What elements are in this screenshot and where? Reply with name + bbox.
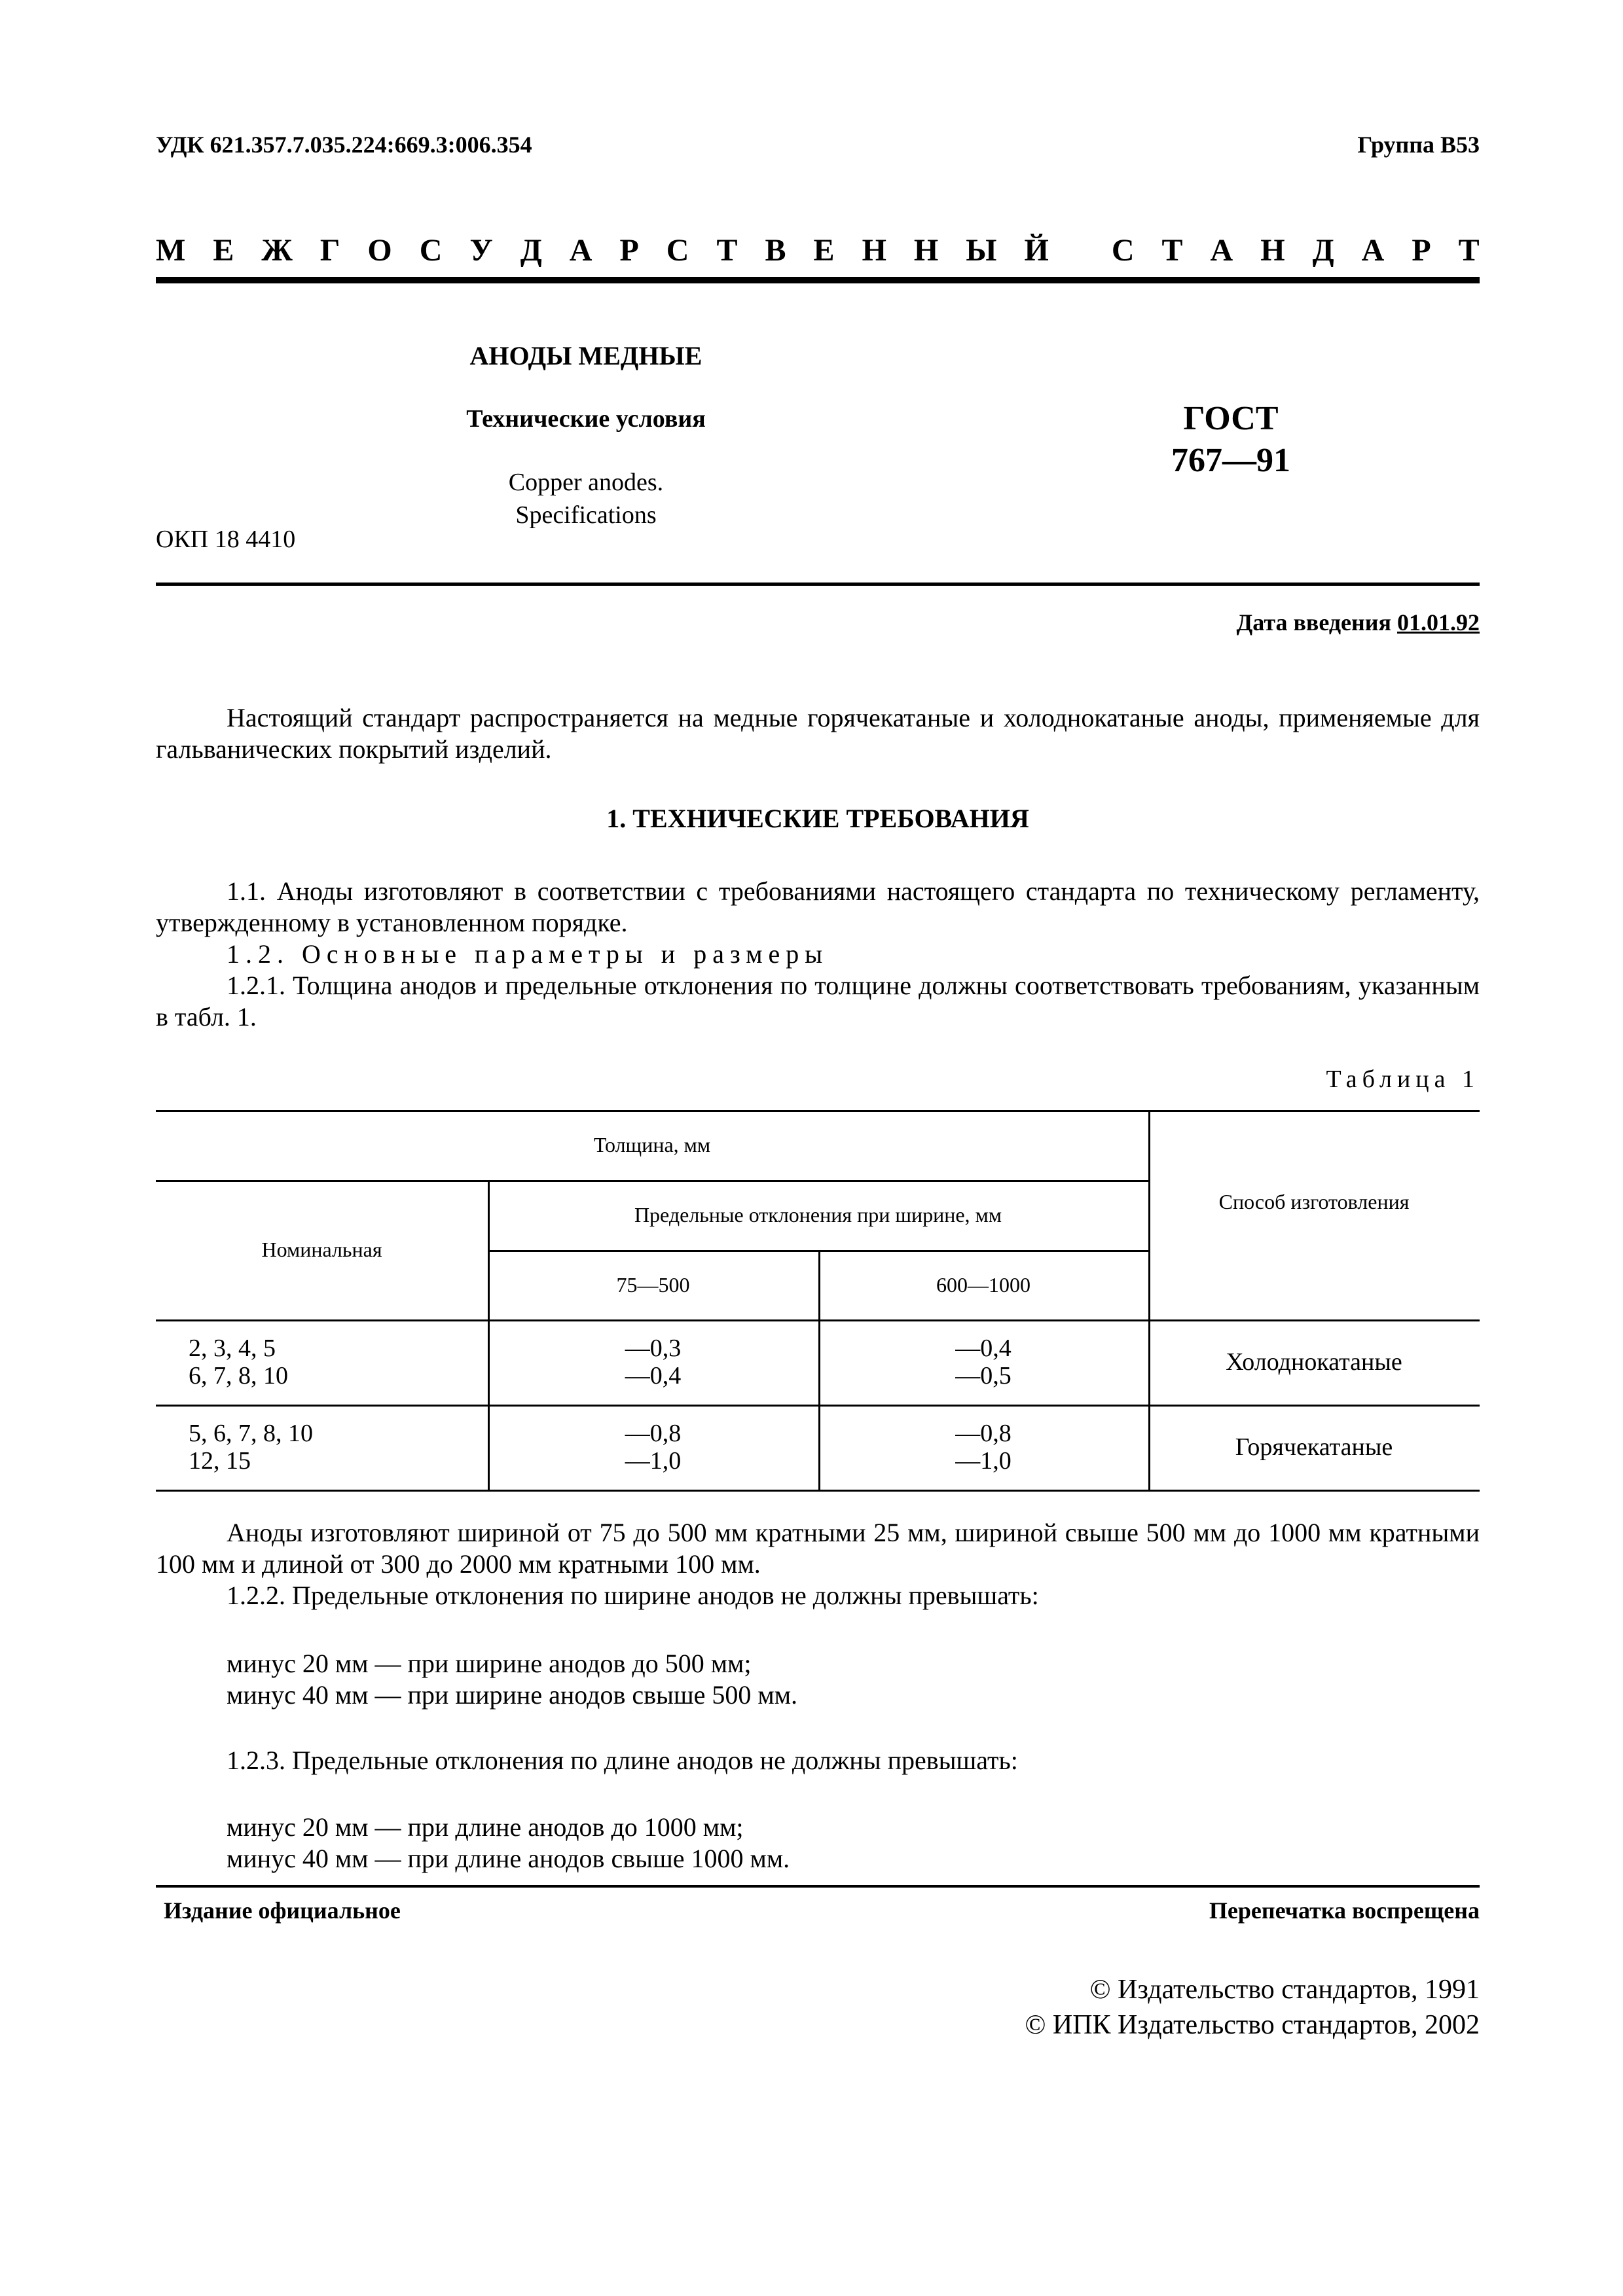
- nominal-line: 6, 7, 8, 10: [189, 1362, 288, 1390]
- deviation-value: —0,4: [955, 1335, 1012, 1362]
- table-caption: Таблица 1: [1326, 1066, 1480, 1093]
- banner-letter: С: [666, 233, 689, 268]
- deviation-value: —1,0: [625, 1447, 682, 1475]
- section-heading: 1. ТЕХНИЧЕСКИЕ ТРЕБОВАНИЯ: [606, 804, 1029, 833]
- banner-letter: Р: [1412, 233, 1431, 268]
- english-title-line2: Specifications: [515, 501, 657, 529]
- table-row-1-dev-600-1000: [818, 1319, 1148, 1405]
- group-code: Группа В53: [1357, 132, 1480, 158]
- table-rule-bottom: [156, 1490, 1480, 1492]
- copyright-line: © ИПК Издательство стандартов, 2002: [1025, 2010, 1480, 2040]
- interstate-standard-banner: [156, 232, 1480, 268]
- clause-1-1: 1.1. Аноды изготовляют в соответствии с требованиями настоящего стандарта по техническому регламенту, утвержденному в установленном порядке.: [156, 876, 1480, 937]
- gost-label-line2: 767—91: [1171, 442, 1290, 479]
- nominal-line: 5, 6, 7, 8, 10: [189, 1420, 313, 1447]
- anodes-size-paragraph: Аноды изготовляют шириной от 75 до 500 мм кратными 25 мм, шириной свыше 500 мм до 1000 мм кратными 100 мм и длиной от 300 до 2000 мм кратными 100 мм.: [156, 1518, 1480, 1579]
- header-width-600-1000: 600—1000: [936, 1272, 1030, 1297]
- deviation-value: —1,0: [955, 1447, 1012, 1475]
- date-value: 01.01.92: [1397, 609, 1480, 636]
- document-subtitle: Технические условия: [466, 405, 706, 433]
- banner-letter: Е: [213, 233, 234, 268]
- banner-letter: Ж: [261, 233, 293, 268]
- banner-letter: Й: [1024, 233, 1049, 268]
- table-row-1-nominal: [156, 1319, 488, 1405]
- header-nominal: Номинальная: [261, 1238, 382, 1261]
- gost-number: [1133, 398, 1329, 482]
- deviation-value: —0,8: [955, 1420, 1012, 1447]
- banner-letter: С: [419, 233, 443, 268]
- udk-code: УДК 621.357.7.035.224:669.3:006.354: [156, 132, 532, 158]
- copyright-line: © Издательство стандартов, 1991: [1089, 1975, 1480, 2005]
- clause-1-2: 1.2. Основные параметры и размеры: [227, 939, 829, 969]
- table-row-1-method: Холоднокатаные: [1226, 1348, 1402, 1376]
- deviation-value: —0,3: [625, 1335, 682, 1362]
- banner-letter: Д: [1312, 233, 1334, 268]
- deviation-value: —0,8: [625, 1420, 682, 1447]
- date-of-introduction: [1237, 609, 1480, 636]
- okp-code: ОКП 18 4410: [156, 526, 296, 553]
- banner-letter: Г: [319, 233, 340, 268]
- intro-paragraph: Настоящий стандарт распространяется на медные горячекатаные и холоднокатаные аноды, применяемые для гальванических покрытий изделий.: [156, 703, 1480, 764]
- header-thickness: Толщина, мм: [593, 1133, 711, 1157]
- header-rule: [156, 277, 1480, 283]
- date-label: Дата введения: [1236, 609, 1391, 636]
- banner-letter: М: [156, 233, 186, 268]
- banner-letter: Ы: [966, 233, 997, 268]
- official-edition-note: Издание официальное: [164, 1897, 401, 1924]
- table-row-2-dev-600-1000: [818, 1405, 1148, 1490]
- clause-1-2-3: 1.2.3. Предельные отклонения по длине анодов не должны превышать:: [227, 1746, 1018, 1775]
- table-row-2-dev-75-500: [488, 1405, 818, 1490]
- nominal-line: 12, 15: [189, 1447, 251, 1475]
- banner-letter: А: [1210, 233, 1233, 268]
- footer-rule: [156, 1885, 1480, 1888]
- length-deviation-item: минус 20 мм — при длине анодов до 1000 мм;: [227, 1812, 744, 1842]
- banner-letter: В: [765, 233, 786, 268]
- banner-letter: А: [1361, 233, 1385, 268]
- clause-1-2-2: 1.2.2. Предельные отклонения по ширине анодов не должны превышать:: [227, 1581, 1039, 1610]
- banner-letter: Е: [813, 233, 835, 268]
- banner-letter: Н: [1260, 233, 1285, 268]
- gost-label-line1: ГОСТ: [1183, 400, 1279, 437]
- deviation-value: —0,5: [955, 1362, 1012, 1390]
- title-rule: [156, 583, 1480, 586]
- banner-letter: А: [569, 233, 593, 268]
- banner-letter: Т: [716, 233, 738, 268]
- document-title: АНОДЫ МЕДНЫЕ: [469, 341, 702, 370]
- length-deviation-item: минус 40 мм — при длине анодов свыше 1000 мм.: [227, 1844, 790, 1873]
- banner-letter: У: [469, 233, 493, 268]
- nominal-line: 2, 3, 4, 5: [189, 1335, 276, 1362]
- banner-letter: Р: [619, 233, 639, 268]
- banner-letter: Д: [520, 233, 542, 268]
- english-title-line1: Copper anodes.: [508, 469, 664, 496]
- banner-letter: Н: [862, 233, 886, 268]
- header-deviations: Предельные отклонения при ширине, мм: [634, 1203, 1002, 1227]
- banner-letter: Т: [1161, 233, 1183, 268]
- table-row-2-nominal: [156, 1405, 488, 1490]
- banner-letter: Т: [1458, 233, 1480, 268]
- english-title: [419, 466, 753, 531]
- header-method: Способ изготовления: [1218, 1189, 1410, 1213]
- banner-letter: Н: [913, 233, 939, 268]
- banner-letter: О: [367, 233, 392, 268]
- width-deviation-item: минус 40 мм — при ширине анодов свыше 500 мм.: [227, 1680, 798, 1710]
- header-width-75-500: 75—500: [616, 1272, 690, 1297]
- deviation-value: —0,4: [625, 1362, 682, 1390]
- banner-letter: С: [1111, 233, 1135, 268]
- clause-1-2-1: 1.2.1. Толщина анодов и предельные отклонения по толщине должны соответствовать требованиям, указанным в табл. 1.: [156, 971, 1480, 1031]
- width-deviation-item: минус 20 мм — при ширине анодов до 500 мм;: [227, 1649, 752, 1678]
- table-row-1-dev-75-500: [488, 1319, 818, 1405]
- table-row-2-method: Горячекатаные: [1235, 1433, 1393, 1461]
- reprint-prohibited-note: Перепечатка воспрещена: [1209, 1897, 1480, 1924]
- banner-letter: [1076, 232, 1084, 268]
